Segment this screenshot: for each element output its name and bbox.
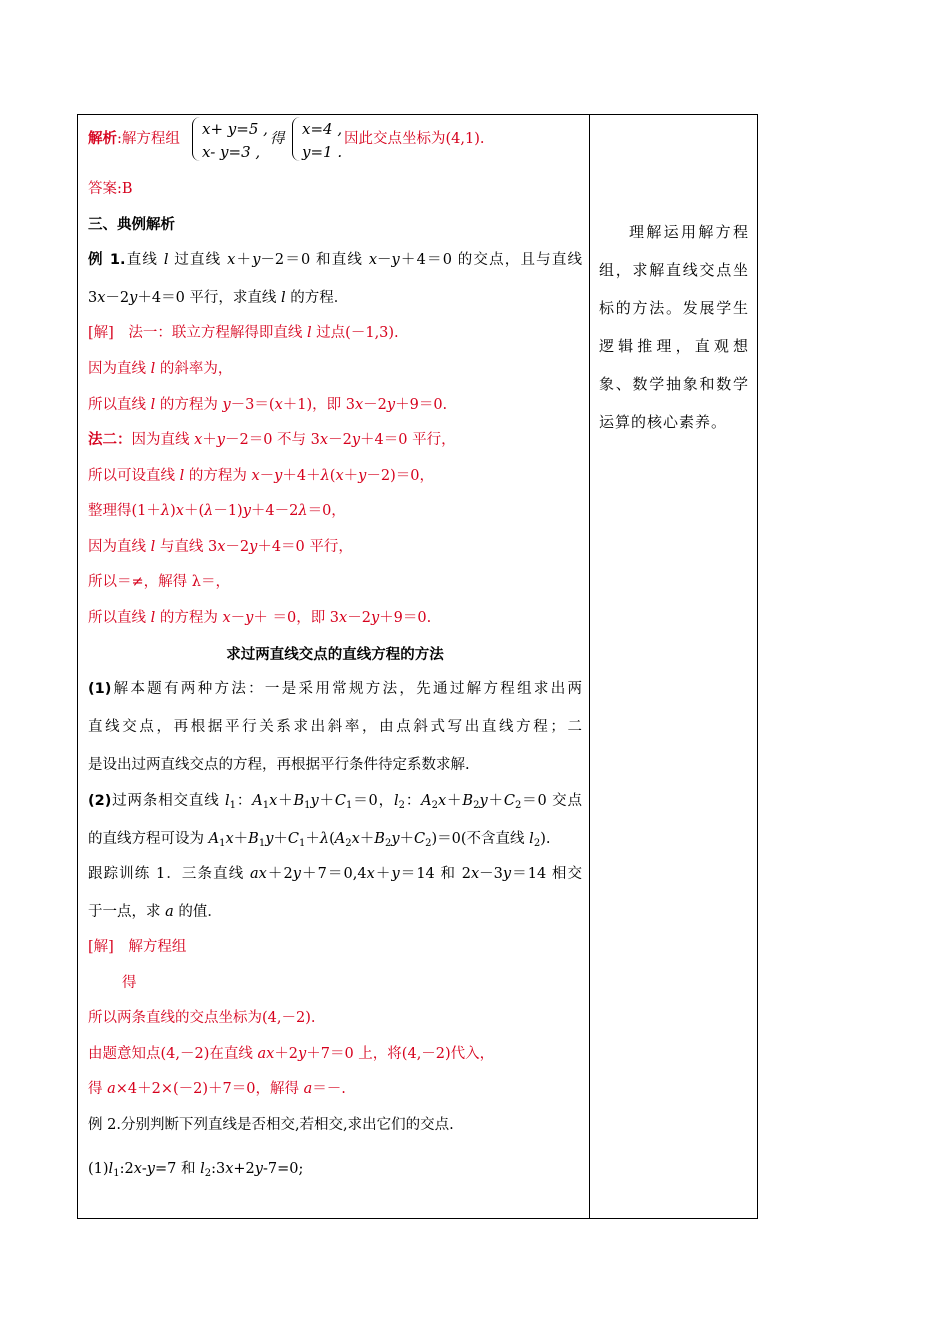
solution-line-2: 因为直线 l 的斜率为，: [88, 361, 233, 377]
answer: 答案:B: [88, 181, 133, 197]
lesson-table: [77, 114, 758, 1219]
brace: [192, 117, 201, 161]
method-p1: (1)解本题有两种方法：一是采用常规方法，先通过解方程组求出两: [88, 681, 582, 697]
solution-line-8: 所以＝≠，解得 λ＝，: [88, 574, 230, 590]
example-2-item-1: $(1)l_1:2x-y=7$ 和 $l_2:3x+2y-7=0$;: [88, 1161, 304, 1179]
example-2: 例 2.分别判断下列直线是否相交,若相交,求出它们的交点.: [88, 1117, 454, 1133]
example-1-line-1: 例 1.直线 l 过直线 x＋y－2＝0 和直线 x－y＋4＝0 的交点，且与直线: [88, 252, 583, 268]
solution-line-6: 整理得(1＋λ)x＋(λ－1)y＋4－2λ＝0，: [88, 503, 346, 519]
solution-line-3: 所以直线 l 的方程为 y－3＝(x＋1)，即 3x－2y＋9＝0.: [88, 397, 448, 413]
example-1-line-2: 3x－2y＋4＝0 平行，求直线 l 的方程．: [88, 290, 349, 306]
method-p2: 直线交点，再根据平行关系求出斜率，由点斜式写出直线方程；二: [88, 719, 582, 735]
side-note: 理解运用解方程组，求解直线交点坐标的方法。发展学生逻辑推理，直观想象、数学抽象和数学运算的核心素养。: [599, 223, 749, 431]
brace: [292, 117, 301, 161]
analysis-label: 解析: [88, 131, 117, 147]
method-p4: (2)过两条相交直线 $l_1$：$A_1x+B_1y+C_1=0$，$l_2$：$A_2x+B_2y+C_2=0$ 交点: [88, 793, 583, 811]
analysis-line: 解析:解方程组: [88, 131, 180, 147]
left-column: 解析:解方程组 x+ y=5 , x- y=3 , 得 x=4 , y=1 . 因此交点坐标为(4,1). 答案:B 三、典例解析 例 1.直线 l 过直线 x＋y－2＝0 和直线 x－y＋4＝0 的交点，且与直线 3x－2y＋4＝0 平行，求直线 l 的方程． [解] 法一：联立方程解得即直线 l 过点(－1,3). 因为直线 l 的斜率为， 所以直线 l 的方程为 y－3＝(x＋1)，即 3x－2y＋9＝0. 法二：因为直线 x＋y－2＝0 不与 3x－2y＋4＝0 平行， 所以可设直线 l 的方程为 x－y＋4＋λ(x＋y－2)＝0， 整理得(1＋λ)x＋(λ－1)y＋4－2λ＝0， 因为直线 l 与直线 3x－2y＋4＝0 平行， 所以＝≠，解得 λ＝， 所以直线 l 的方程为 x－y＋ ＝0，即 3x－2y＋9＝0. 求过两直线交点的直线方程的方法 (1)解本题有两种方法：一是采用常规方法，先通过解方程组求出两 直线交点，再根据平行关系求出斜率，由点斜式写出直线方程；二 是设出过两直线交点的方程，再根据平行条件待定系数求解. (2)过两条相交直线 $l_1$：$A_1x+B_1y+C_1=0$，$l_2$：$A_2x+B_2y+C_2=0$ 交点 的直线方程可设为 $A_1x+B_1y+C_1+\lambda(A_2x+B_2y+C_2)=0$(不含直线 $l_2$). 跟踪训练 1．三条直线 ax＋2y＋7＝0,4x＋y＝14 和 2x－3y＝14 相交 于一点，求 a 的值． [解] 解方程组 得 所以两条直线的交点坐标为(4,－2). 由题意知点(4,－2)在直线 ax＋2y＋7＝0 上，将(4,－2)代入， 得 a×4＋2×(－2)＋7＝0，解得 a＝－. 例 2.分别判断下列直线是否相交,若相交,求出它们的交点. $(1)l_1:2x-y=7$ 和 $l_2:3x+2y-7=0$;: [88, 115, 582, 1218]
solution-line-4: 法二：因为直线 x＋y－2＝0 不与 3x－2y＋4＝0 平行，: [88, 432, 456, 448]
solution2-line-1: [解] 解方程组: [88, 939, 187, 955]
de-label: 得: [270, 131, 285, 147]
method-p5: 的直线方程可设为 $A_1x+B_1y+C_1+\lambda(A_2x+B_2y+C_2)=0$(不含直线 $l_2$).: [88, 831, 551, 849]
right-column: [599, 213, 749, 441]
section-heading: 三、典例解析: [88, 217, 175, 233]
solution2-line-5: 得 a×4＋2×(－2)＋7＝0，解得 a＝－.: [88, 1081, 346, 1097]
method-p3: 是设出过两直线交点的方程，再根据平行条件待定系数求解.: [88, 757, 470, 773]
solution-line-9: 所以直线 l 的方程为 x－y＋ ＝0，即 3x－2y＋9＝0.: [88, 610, 432, 626]
solution-line-5: 所以可设直线 l 的方程为 x－y＋4＋λ(x＋y－2)＝0，: [88, 468, 434, 484]
solution2-line-3: 所以两条直线的交点坐标为(4,－2).: [88, 1010, 316, 1026]
solution-line-7: 因为直线 l 与直线 3x－2y＋4＝0 平行，: [88, 539, 353, 555]
analysis-tail: 因此交点坐标为(4,1).: [344, 131, 485, 147]
track-line-2: 于一点，求 a 的值．: [88, 904, 222, 920]
column-divider: [589, 115, 590, 1218]
track-line-1: 跟踪训练 1．三条直线 ax＋2y＋7＝0,4x＋y＝14 和 2x－3y＝14 相交: [88, 866, 582, 882]
solution-line-1: [解] 法一：联立方程解得即直线 l 过点(－1,3).: [88, 325, 399, 341]
solution2-line-2: 得: [122, 975, 137, 991]
solution2-line-4: 由题意知点(4,－2)在直线 ax＋2y＋7＝0 上，将(4,－2)代入，: [88, 1046, 495, 1062]
method-title: 求过两直线交点的直线方程的方法: [226, 647, 444, 663]
